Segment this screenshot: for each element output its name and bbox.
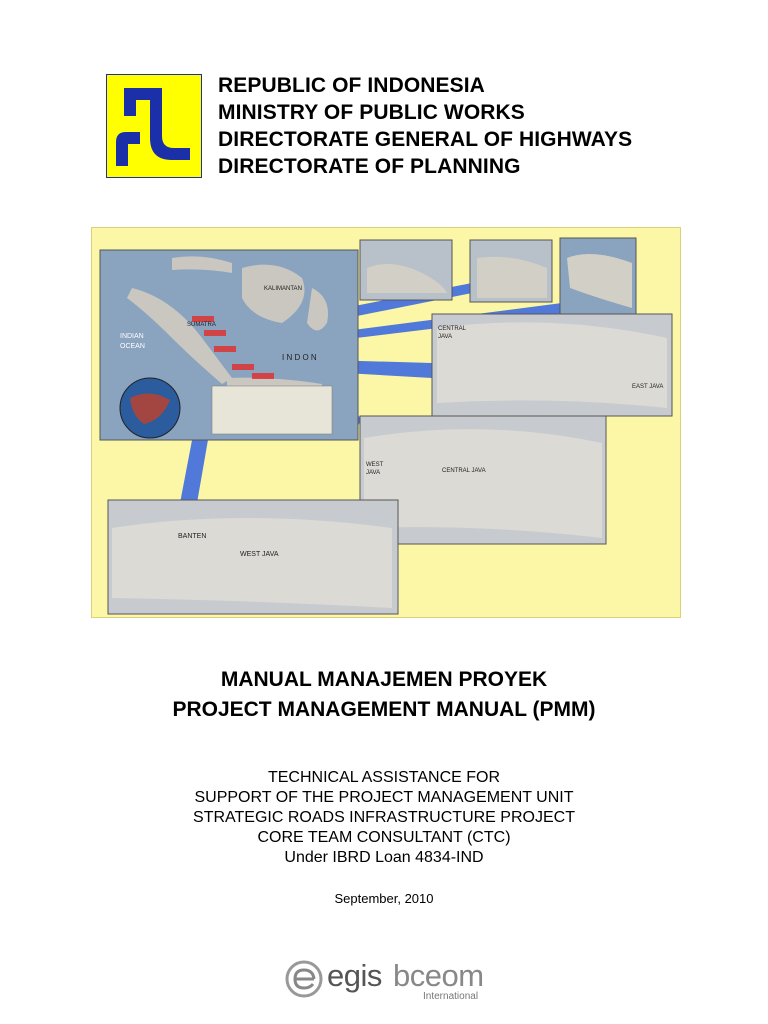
map-label-java: JAVA (438, 334, 453, 340)
map-illustration (92, 228, 681, 618)
map-label-west-java-2: WEST JAVA (240, 551, 279, 558)
map-label-ocean: OCEAN (120, 343, 145, 350)
subtitle-line-1: TECHNICAL ASSISTANCE FOR (267, 769, 501, 786)
title-line-english: PROJECT MANAGEMENT MANUAL (PMM) (172, 698, 596, 721)
header-line-directorate-general: DIRECTORATE GENERAL OF HIGHWAYS (218, 128, 633, 151)
project-map-collage (91, 227, 681, 618)
ministry-logo-icon (106, 74, 202, 178)
ministry-header (218, 72, 632, 180)
egis-logo-mark-icon (285, 960, 323, 998)
subtitle-line-2: SUPPORT OF THE PROJECT MANAGEMENT UNIT (194, 789, 574, 806)
map-label-central: CENTRAL (438, 326, 467, 332)
map-label-west: WEST (366, 462, 384, 468)
map-label-sumatra: SUMATRA (187, 322, 216, 328)
egis-bceom-logo (285, 957, 495, 1005)
title-line-indonesian: MANUAL MANAJEMEN PROYEK (220, 668, 548, 691)
subtitle-line-4: CORE TEAM CONSULTANT (CTC) (257, 829, 511, 846)
brand-word-egis: egis (327, 958, 382, 993)
header-line-ministry: MINISTRY OF PUBLIC WORKS (218, 101, 525, 124)
map-label-east-java: EAST JAVA (632, 384, 664, 390)
publication-date: September, 2010 (334, 891, 434, 906)
brand-international: International (423, 991, 479, 1002)
subtitle-line-3: STRATEGIC ROADS INFRASTRUCTURE PROJECT (193, 809, 575, 826)
brand-word-bceom: bceom (393, 958, 484, 993)
subtitle-line-5: Under IBRD Loan 4834-IND (284, 849, 484, 866)
header-line-directorate-planning: DIRECTORATE OF PLANNING (218, 155, 521, 178)
map-label-west-java: JAVA (366, 470, 381, 476)
map-label-indon: I N D O N (282, 353, 317, 362)
header-line-republic: REPUBLIC OF INDONESIA (218, 74, 485, 97)
map-label-central-java: CENTRAL JAVA (442, 468, 486, 474)
map-label-banten: BANTEN (178, 533, 207, 540)
map-label-indian-ocean: INDIAN (120, 333, 144, 340)
map-label-kalimantan: KALIMANTAN (264, 286, 302, 292)
